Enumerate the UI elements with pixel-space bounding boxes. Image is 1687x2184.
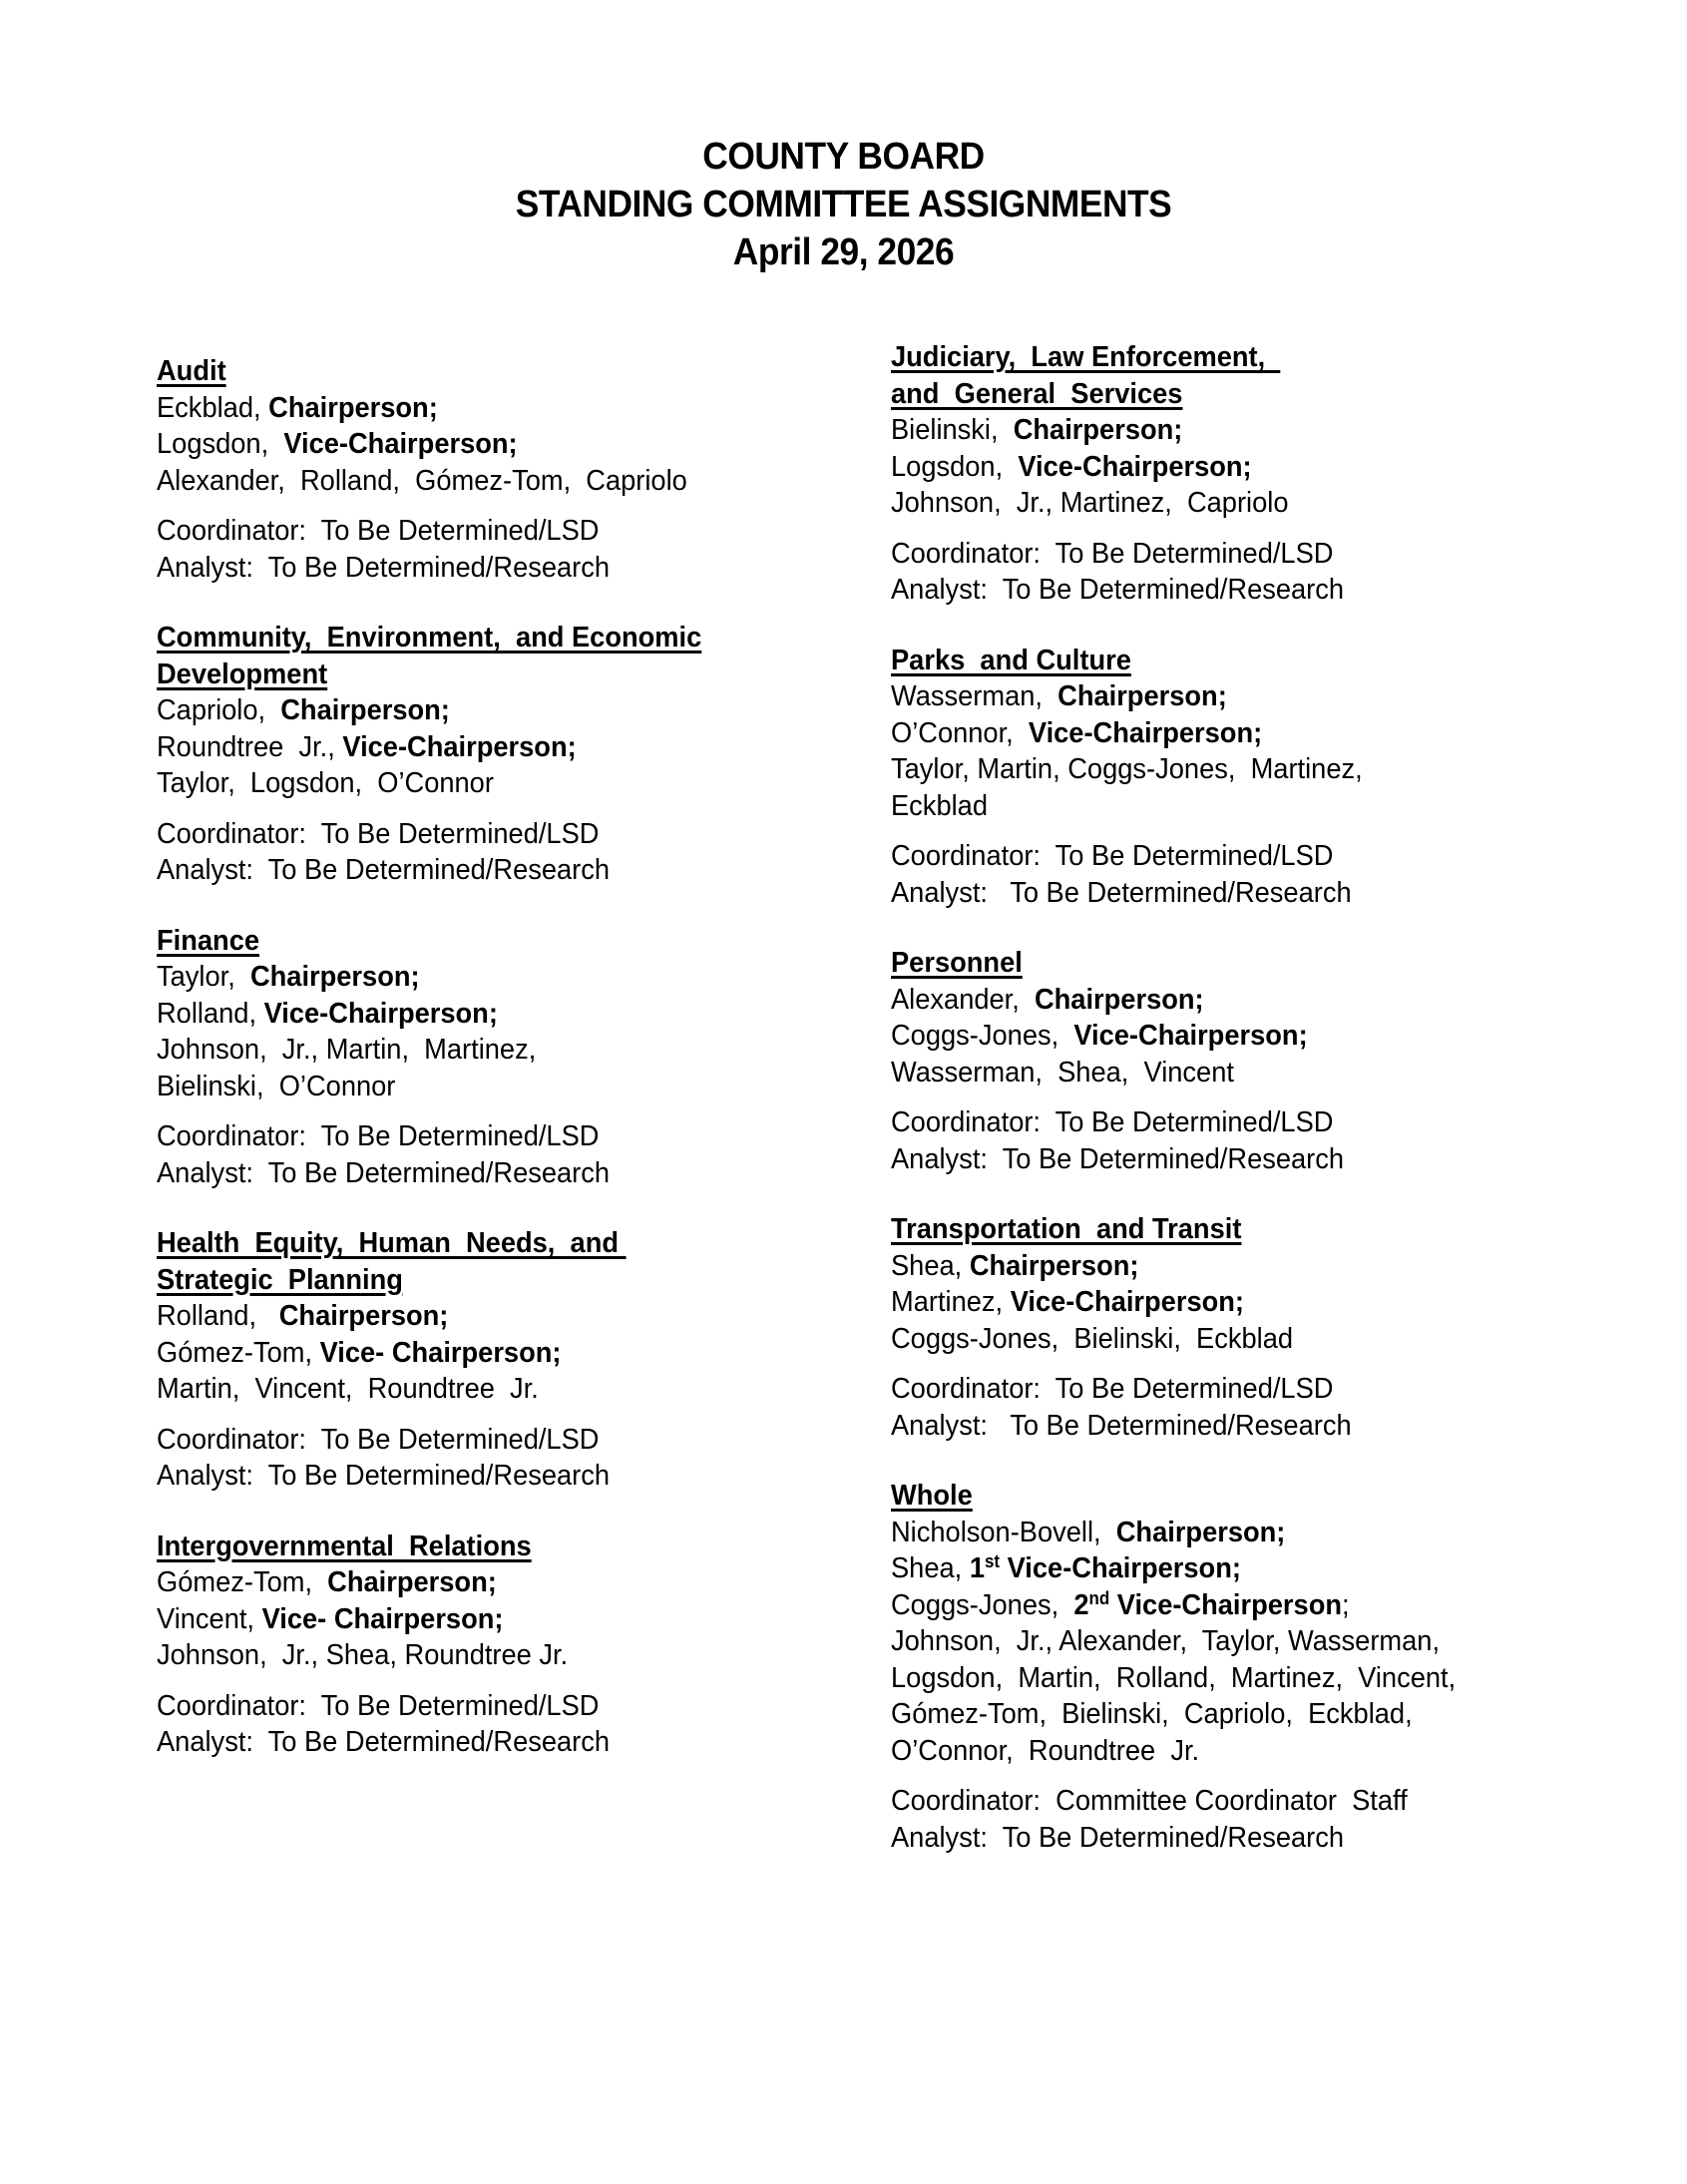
analyst-line: Analyst: To Be Determined/Research <box>891 574 1345 606</box>
committee-title-block <box>157 620 701 692</box>
chairperson-line <box>157 1298 701 1335</box>
members-line: Johnson, Jr., Martin, Martinez, <box>157 1034 537 1066</box>
role-label <box>1116 1517 1286 1548</box>
committee-title: Intergovernmental Relations <box>157 1529 532 1562</box>
role-label <box>320 1337 562 1369</box>
member-name: Coggs-Jones, <box>891 1588 1074 1621</box>
members-line: Logsdon, Martin, Rolland, Martinez, Vincent, <box>891 1661 1457 1694</box>
committee-title: and General Services <box>891 377 1183 410</box>
analyst-line: Analyst: To Be Determined/Research <box>157 551 611 584</box>
committee-title-block <box>891 1211 1456 1248</box>
role-label <box>1035 984 1204 1016</box>
coordinator-line: Coordinator: To Be Determined/LSD <box>891 840 1334 872</box>
role-text: Chairperson; <box>327 1566 497 1598</box>
member-name: Eckblad, <box>157 391 269 424</box>
committee-title: Community, Environment, and Economic <box>157 622 702 654</box>
coordinator-line: Coordinator: To Be Determined/LSD <box>891 537 1334 570</box>
members-line: Wasserman, Shea, Vincent <box>891 1056 1234 1089</box>
committee-title: Strategic Planning <box>157 1263 403 1296</box>
member-name: Gómez-Tom, <box>157 1336 320 1369</box>
right-column <box>891 339 1456 1890</box>
vice-chairperson-line <box>891 449 1456 486</box>
staff-block <box>157 1422 701 1495</box>
committee-title-block <box>157 1225 701 1298</box>
member-name: Capriolo, <box>157 694 281 726</box>
member-name: Martinez, <box>891 1286 1011 1318</box>
role-text: Chairperson; <box>249 961 420 993</box>
vice-chairperson-line <box>157 1601 701 1638</box>
member-name: Wasserman, <box>891 680 1058 712</box>
member-name: Logsdon, <box>157 428 284 460</box>
role-ordinal: 1 <box>969 1552 985 1584</box>
staff-block <box>891 1371 1456 1444</box>
role-label <box>279 1300 449 1332</box>
role-text: Vice-Chairperson; <box>263 997 498 1030</box>
vice-chairperson-line <box>157 1335 701 1372</box>
committee-title-block <box>157 923 701 960</box>
chairperson-line <box>891 678 1456 715</box>
header-title: COUNTY BOARD <box>702 136 985 178</box>
committee-title: Judiciary, Law Enforcement, <box>891 341 1281 373</box>
role-text: Chairperson; <box>280 694 450 726</box>
vice-chairperson-line <box>891 715 1456 752</box>
committee-title: Personnel <box>891 947 1023 979</box>
chairperson-line <box>157 959 701 996</box>
role-ordinal-suffix: nd <box>1088 1587 1110 1608</box>
chairperson-line <box>891 1248 1456 1285</box>
left-column <box>157 353 701 1795</box>
member-name: Alexander, <box>891 983 1035 1016</box>
vice-chairperson-line <box>891 1284 1456 1321</box>
analyst-line: Analyst: To Be Determined/Research <box>157 1726 611 1758</box>
members-line: Eckblad <box>891 789 988 822</box>
member-name: Nicholson-Bovell, <box>891 1516 1116 1548</box>
committee-parks-and-culture <box>891 643 1456 912</box>
analyst-line: Analyst: To Be Determined/Research <box>157 1460 611 1492</box>
coordinator-line: Coordinator: To Be Determined/LSD <box>157 1689 600 1722</box>
role-label <box>970 1250 1139 1282</box>
committee-finance <box>157 923 701 1192</box>
coordinator-line: Coordinator: To Be Determined/LSD <box>157 515 600 547</box>
role-text: Chairperson; <box>1034 983 1204 1016</box>
role-label <box>1073 1589 1342 1621</box>
role-text: Chairperson; <box>969 1249 1139 1282</box>
committee-title-block <box>891 339 1456 412</box>
member-name: Bielinski, <box>891 414 1014 446</box>
chairperson-line <box>891 1515 1456 1551</box>
header-subtitle: STANDING COMMITTEE ASSIGNMENTS <box>515 184 1172 225</box>
role-text: Vice- Chairperson; <box>319 1336 562 1369</box>
role-label <box>268 392 438 424</box>
member-name: Rolland, <box>157 1300 279 1332</box>
role-label <box>1014 414 1183 446</box>
analyst-line: Analyst: To Be Determined/Research <box>157 854 611 886</box>
role-label <box>970 1552 1241 1584</box>
role-label <box>342 731 576 763</box>
role-text: Vice-Chairperson; <box>283 428 518 460</box>
role-text: Chairperson; <box>278 1300 449 1332</box>
member-name: Coggs-Jones, <box>891 1020 1074 1052</box>
analyst-line: Analyst: To Be Determined/Research <box>891 1821 1345 1854</box>
vice-chairperson-line <box>157 426 701 463</box>
committee-title-block <box>891 945 1456 982</box>
member-name: Gómez-Tom, <box>157 1566 328 1598</box>
chairperson-line <box>157 692 701 729</box>
vice-chairperson-line <box>157 996 701 1033</box>
members-line: Johnson, Jr., Alexander, Taylor, Wasserman, <box>891 1625 1441 1657</box>
chairperson-line <box>157 1564 701 1601</box>
document-header <box>59 133 1628 276</box>
role-label <box>327 1566 497 1598</box>
member-name: Roundtree Jr., <box>157 730 343 763</box>
staff-block <box>891 1783 1456 1856</box>
committee-title-block <box>157 353 701 390</box>
members-line: Gómez-Tom, Bielinski, Capriolo, Eckblad, <box>891 1698 1413 1730</box>
role-text: Vice-Chairperson; <box>1010 1286 1244 1318</box>
role-text: Chairperson; <box>1057 680 1227 712</box>
coordinator-line: Coordinator: To Be Determined/LSD <box>891 1373 1334 1405</box>
chairperson-line <box>157 390 701 427</box>
committee-title: Whole <box>891 1480 973 1512</box>
analyst-line: Analyst: To Be Determined/Research <box>157 1156 611 1189</box>
role-text: Vice-Chairperson; <box>1000 1552 1241 1584</box>
role-text: Chairperson; <box>1013 414 1183 446</box>
coordinator-line: Coordinator: To Be Determined/LSD <box>891 1106 1334 1138</box>
coordinator-line: Coordinator: To Be Determined/LSD <box>157 817 600 850</box>
vice-chairperson-line <box>157 729 701 766</box>
committee-title: Development <box>157 657 328 690</box>
role-text: Chairperson; <box>268 391 438 424</box>
members-line: Bielinski, O’Connor <box>157 1070 396 1102</box>
members-line: Coggs-Jones, Bielinski, Eckblad <box>891 1322 1294 1355</box>
member-name: O’Connor, <box>891 716 1029 749</box>
committee-title: Health Equity, Human Needs, and <box>157 1227 627 1259</box>
members-line: Johnson, Jr., Martinez, Capriolo <box>891 487 1289 519</box>
staff-block <box>157 816 701 889</box>
member-name: Vincent, <box>157 1602 262 1635</box>
analyst-line: Analyst: To Be Determined/Research <box>891 1409 1352 1442</box>
role-text: Vice-Chairperson <box>1109 1588 1343 1621</box>
members-line: Martin, Vincent, Roundtree Jr. <box>157 1373 539 1405</box>
member-name: Shea, <box>891 1249 970 1282</box>
analyst-line: Analyst: To Be Determined/Research <box>891 1142 1345 1175</box>
coordinator-line: Coordinator: To Be Determined/LSD <box>157 1423 600 1456</box>
committee-audit <box>157 353 701 586</box>
role-label <box>264 998 498 1030</box>
role-ordinal-suffix: st <box>984 1551 1001 1571</box>
role-label <box>1073 1020 1307 1052</box>
committee-community-environment-and-economic-development <box>157 620 701 889</box>
committee-judiciary-law-enforcement-and-general-services <box>891 339 1456 609</box>
role-label <box>250 961 420 993</box>
role-label <box>1011 1286 1244 1318</box>
role-label <box>280 694 450 726</box>
members-line: Taylor, Martin, Coggs-Jones, Martinez, <box>891 753 1363 785</box>
staff-block <box>157 513 701 586</box>
committee-title: Parks and Culture <box>891 644 1131 676</box>
members-line: Johnson, Jr., Shea, Roundtree Jr. <box>157 1639 569 1671</box>
role-ordinal: 2 <box>1073 1588 1089 1621</box>
role-label <box>1018 451 1251 483</box>
header-date: April 29, 2026 <box>732 231 955 273</box>
role-label <box>262 1603 504 1635</box>
member-name: Rolland, <box>157 997 264 1030</box>
committee-transportation-and-transit <box>891 1211 1456 1444</box>
committee-title: Audit <box>157 355 226 387</box>
committee-intergovernmental-relations <box>157 1529 701 1761</box>
committee-health-equity-human-needs-and-strategic-planning <box>157 1225 701 1495</box>
coordinator-line: Coordinator: To Be Determined/LSD <box>157 1120 600 1152</box>
role-label <box>1029 717 1262 749</box>
coordinator-line: Coordinator: Committee Coordinator Staff <box>891 1785 1408 1817</box>
committee-personnel <box>891 945 1456 1177</box>
vice-chairperson-line <box>891 1550 1456 1587</box>
role-text: Vice-Chairperson; <box>1028 716 1263 749</box>
role-label <box>283 428 517 460</box>
members-line: Alexander, Rolland, Gómez-Tom, Capriolo <box>157 464 687 497</box>
members-line: Taylor, Logsdon, O’Connor <box>157 767 494 799</box>
committee-whole <box>891 1478 1456 1856</box>
analyst-line: Analyst: To Be Determined/Research <box>891 876 1352 909</box>
role-punctuation: ; <box>1342 1588 1350 1621</box>
staff-block <box>891 838 1456 911</box>
committee-title-block <box>891 1478 1456 1515</box>
role-text: Vice- Chairperson; <box>261 1602 504 1635</box>
chairperson-line <box>891 982 1456 1019</box>
role-label <box>1057 680 1227 712</box>
member-name: Logsdon, <box>891 450 1019 483</box>
committee-title: Transportation and Transit <box>891 1213 1242 1245</box>
vice-chairperson-line <box>891 1587 1456 1624</box>
chairperson-line <box>891 412 1456 449</box>
members-line: O’Connor, Roundtree Jr. <box>891 1734 1200 1767</box>
staff-block <box>157 1118 701 1191</box>
staff-block <box>891 536 1456 609</box>
staff-block <box>891 1104 1456 1177</box>
committee-title: Finance <box>157 924 260 957</box>
vice-chairperson-line <box>891 1018 1456 1055</box>
committee-title-block <box>157 1529 701 1565</box>
role-text: Vice-Chairperson; <box>342 730 577 763</box>
member-name: Taylor, <box>157 961 250 993</box>
role-text: Vice-Chairperson; <box>1018 450 1252 483</box>
committee-title-block <box>891 643 1456 679</box>
staff-block <box>157 1688 701 1761</box>
role-text: Chairperson; <box>1115 1516 1286 1548</box>
role-text: Vice-Chairperson; <box>1073 1020 1308 1052</box>
member-name: Shea, <box>891 1552 970 1584</box>
